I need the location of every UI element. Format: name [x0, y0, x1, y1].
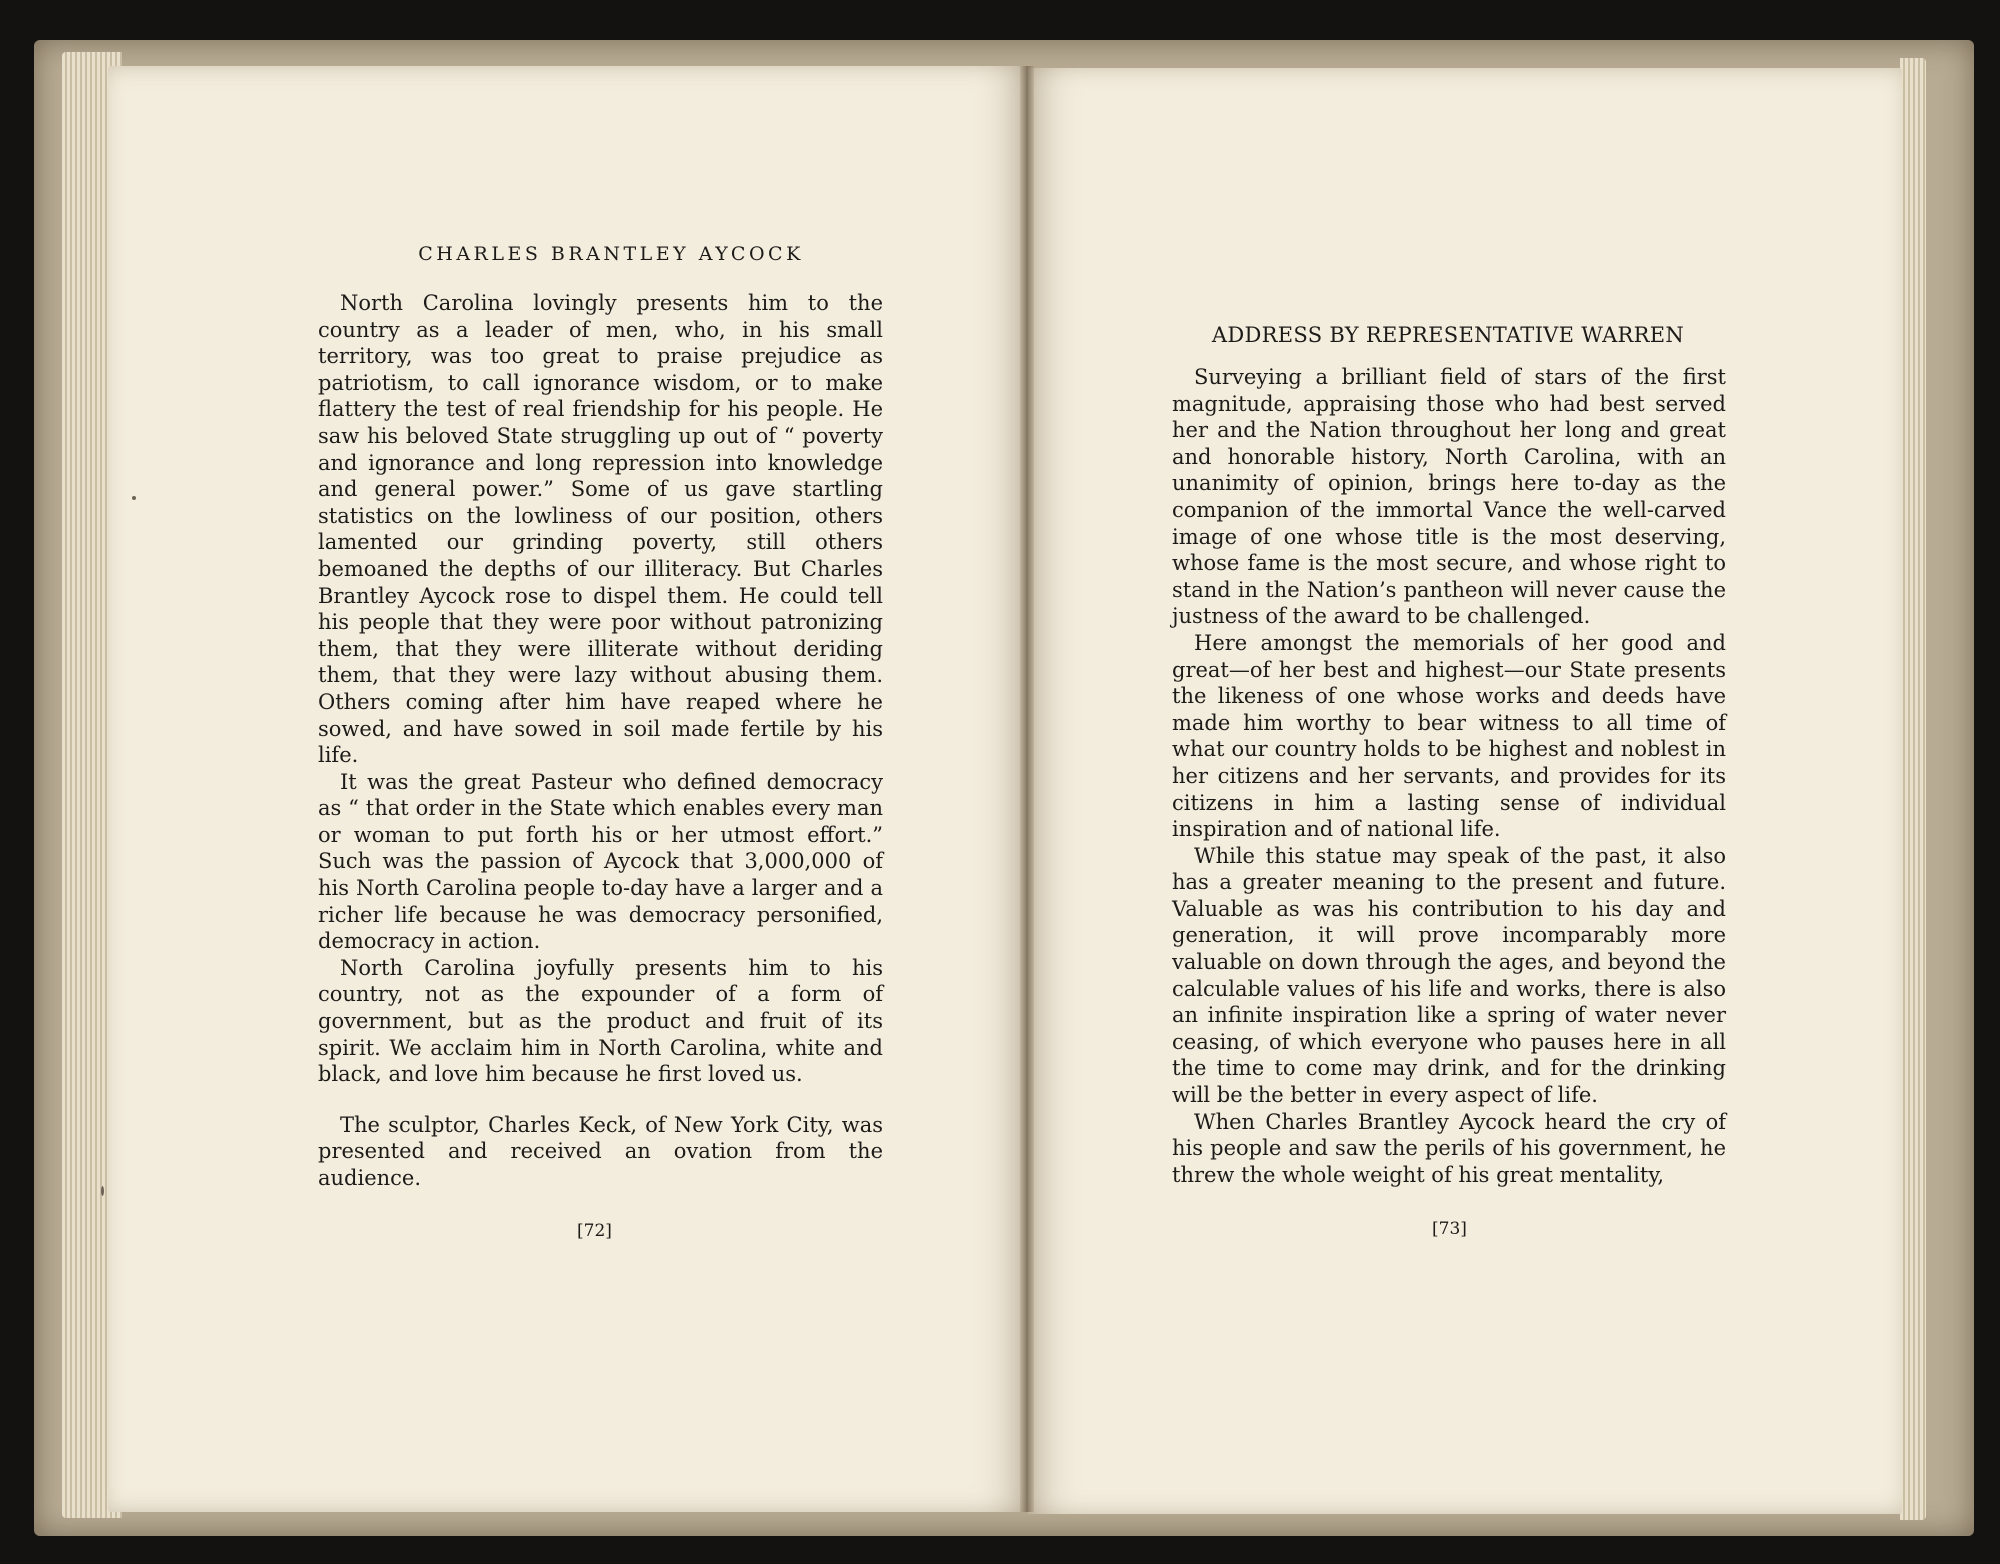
paragraph: It was the great Pasteur who defined democracy as “ that order in the State which enables every man or woman to put forth his or her utmost effort.” Such was the passion of Aycock that 3,000,000 of his North Carolina people to-day have a larger and a richer life because he was democracy personified, democracy in action.: [318, 769, 883, 954]
running-head: CHARLES BRANTLEY AYCOCK: [418, 243, 804, 265]
page-number-right: [73]: [1432, 1219, 1467, 1239]
paper-speck: [132, 496, 136, 500]
address-heading: ADDRESS BY REPRESENTATIVE WARREN: [1211, 323, 1685, 347]
page-number-left: [72]: [577, 1221, 612, 1241]
book-gutter: [1020, 66, 1034, 1512]
paper-speck: [101, 1186, 104, 1196]
left-page-body: [318, 290, 883, 1192]
paragraph: The sculptor, Charles Keck, of New York City, was presented and received an ovation from the audience.: [318, 1112, 883, 1190]
paragraph: North Carolina lovingly presents him to the country as a leader of men, who, in his small territory, was too great to praise prejudice as patriotism, to call ignorance wisdom, or to make flattery the test of real friendship for his people. He saw his beloved State struggling up out of “ poverty and ignorance and long repression into knowledge and general power.” Some of us gave startling statistics on the lowliness of our position, others lamented our grinding poverty, still others bemoaned the depths of our illiteracy. But Charles Brantley Aycock rose to dispel them. He could tell his people that they were poor without patronizing them, that they were illiterate without deriding them, that they were lazy without abusing them. Others coming after him have reaped where he sowed, and have sowed in soil made fertile by his life.: [318, 291, 883, 768]
page-edges-right: [1900, 58, 1926, 1520]
paragraph: North Carolina joyfully presents him to his country, not as the expounder of a form of government, but as the product and fruit of its spirit. We acclaim him in North Carolina, white and black, and love him because he first loved us.: [318, 955, 883, 1087]
paragraph: While this statue may speak of the past, it also has a greater meaning to the present and future. Valuable as was his contribution to his day and generation, it will prove incomparably more valuable on down through the ages, and beyond the calculable values of his life and works, there is also an infinite inspiration like a spring of water never ceasing, of which everyone who pauses here in all the time to come may drink, and for the drinking will be the better in every aspect of life.: [1172, 843, 1726, 1108]
paragraph: Here amongst the memorials of her good and great—of her best and highest—our State presents the likeness of one whose works and deeds have made him worthy to bear witness to all time of what our country holds to be highest and noblest in her citizens and her servants, and provides for its citizens in him a lasting sense of individual inspiration and of national life.: [1172, 630, 1726, 842]
right-page-body: [1172, 364, 1726, 1188]
paragraph: Surveying a brilliant field of stars of the first magnitude, appraising those who had best served her and the Nation throughout her long and great and honorable history, North Carolina, with an unanimity of opinion, brings here to-day as the companion of the immortal Vance the well-carved image of one whose title is the most deserving, whose fame is the most secure, and whose right to stand in the Nation’s pantheon will never cause the justness of the award to be challenged.: [1172, 365, 1726, 629]
paragraph: When Charles Brantley Aycock heard the cry of his people and saw the perils of his government, he threw the whole weight of his great mentality,: [1172, 1109, 1726, 1187]
